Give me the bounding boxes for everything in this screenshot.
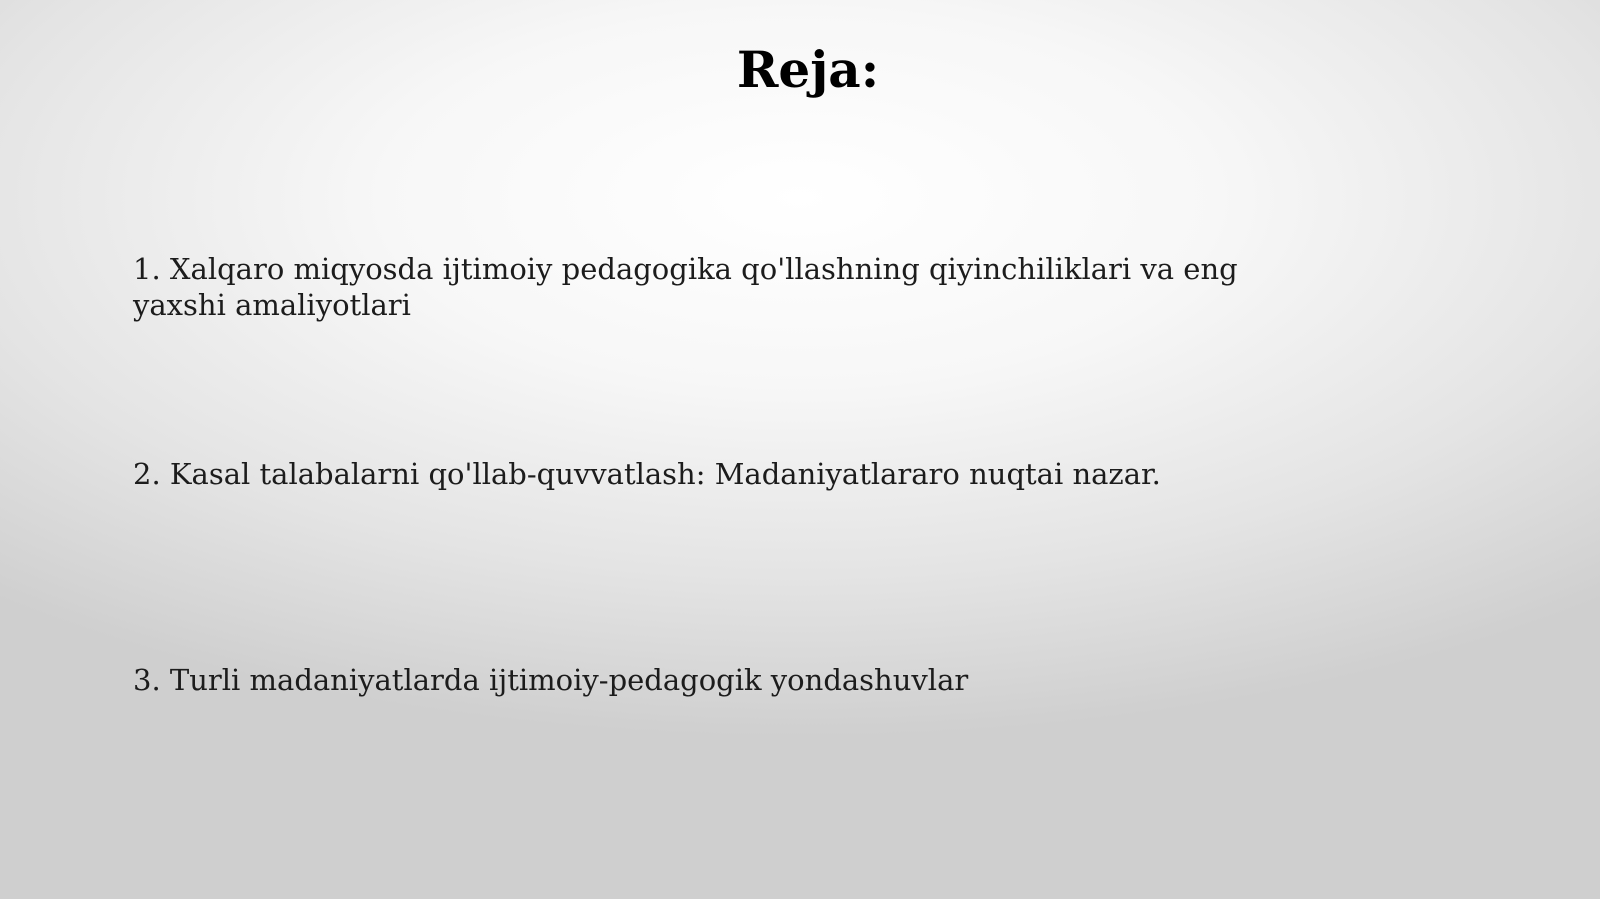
plan-item-2: 2. Kasal talabalarni qo'llab-quvvatlash: Madaniyatlararo nuqtai nazar. (133, 457, 1161, 491)
slide-title: Reja: (736, 40, 880, 99)
plan-item-3: 3. Turli madaniyatlarda ijtimoiy-pedagogik yondashuvlar (133, 663, 969, 697)
plan-item-1: 1. Xalqaro miqyosda ijtimoiy pedagogika qo'llashning qiyinchiliklari va eng yaxshi amaliyotlari (133, 252, 1238, 322)
